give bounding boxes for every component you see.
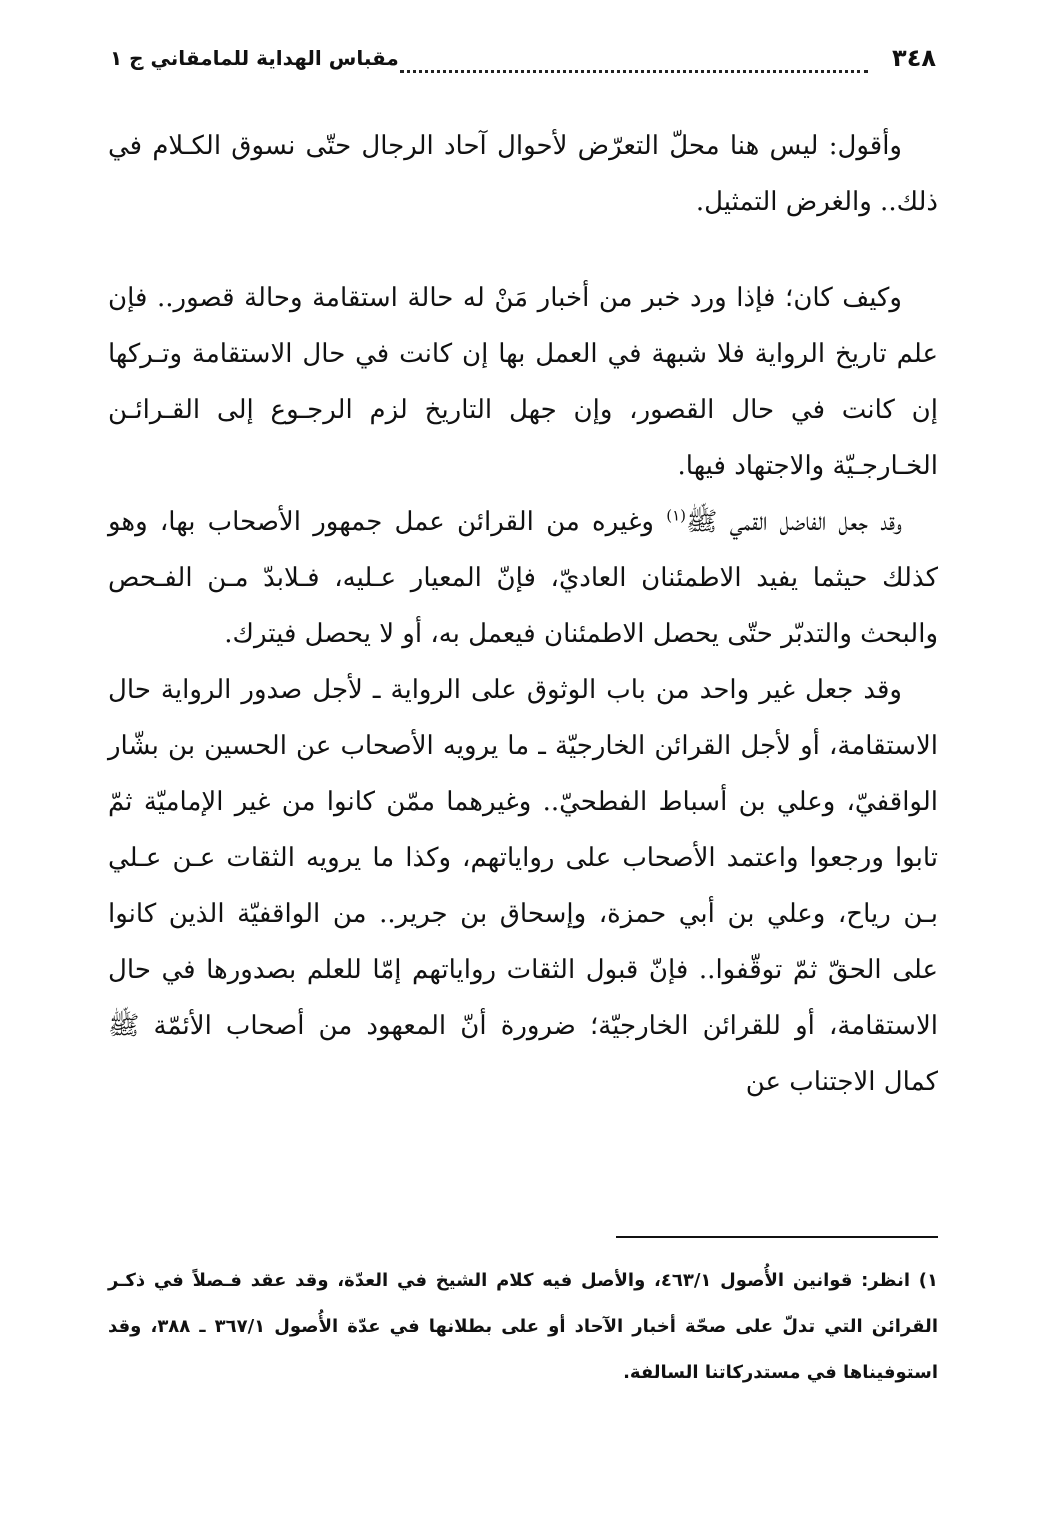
footnote-text: ١) انظر: قوانين الأُصول ٤٦٣/١، والأصل فيه كلام الشيخ في العدّة، وقد عقد فـصلاً في ذكـر القرائن التي تدلّ على صحّة أخبار الآحاد أو على بطلانها في عدّة الأُصول ٣٦٧/١ ـ ٣٨٨، وقد استوفيناها في مستدركاتنا السالفة. <box>108 1270 938 1383</box>
main-text <box>108 118 938 1110</box>
paragraph-3-rest: وغيره من القرائن عمل جمهور الأصحاب بها، وهو كذلك حيثما يفيد الاطمئنان العاديّ، فإنّ المعيار عـليه، فـلابدّ مـن الفـحص والبحث والتدبّر حتّى يحصل الاطمئنان فيعمل به، أو لا يحصل فيترك. <box>108 507 938 649</box>
header-dotted-leader <box>400 40 868 73</box>
paragraph-3 <box>108 494 938 662</box>
page-number: ٣٤٨ <box>892 44 936 72</box>
paragraph-4: وقد جعل غير واحد من باب الوثوق على الرواية ـ لأجل صدور الرواية حال الاستقامة، أو لأجل القرائن الخارجيّة ـ ما يرويه الأصحاب عن الحسين بن بشّار الواقفيّ، وعلي بن أسباط الفطحيّ.. وغيرهما ممّن كانوا من غير الإماميّة ثمّ تابوا ورجعوا واعتمد الأصحاب على رواياتهم، وكذا ما يرويه الثقات عـن عـلي بـن رياح، وعلي بن أبي حمزة، وإسحاق بن جرير.. من الواقفيّة الذين كانوا على الحقّ ثمّ توقّفوا.. فإنّ قبول الثقات رواياتهم إمّا للعلم بصدورها في حال الاستقامة، أو للقرائن الخارجيّة؛ ضرورة أنّ المعهود من أصحاب الأئمّة ﷺ كمال الاجتناب عن <box>108 675 938 1097</box>
footnote-separator <box>616 1236 938 1238</box>
paragraph-2: وكيف كان؛ فإذا ورد خبر من أخبار مَنْ له حالة استقامة وحالة قصور.. فإن علم تاريخ الرواية فلا شبهة في العمل بها إن كانت في حال الاستقامة وتـركها إن كانت في حال القصور، وإن جهل التاريخ لزم الرجـوع إلى القـرائـن الخـارجـيّة والاجتهاد فيها. <box>108 283 938 481</box>
book-title: مقباس الهداية للمامقاني ج ١ <box>110 46 399 70</box>
paragraph-1: وأقول: ليس هنا محلّ التعرّض لأحوال آحاد الرجال حتّى نسوق الكـلام في ذلك.. والغرض التمثيل. <box>108 131 938 217</box>
footnote-reference: (١) <box>666 506 686 525</box>
paragraph-3-start: وقد جعل الفاضل القمي ﷺ <box>686 507 903 537</box>
page-header <box>110 40 936 80</box>
